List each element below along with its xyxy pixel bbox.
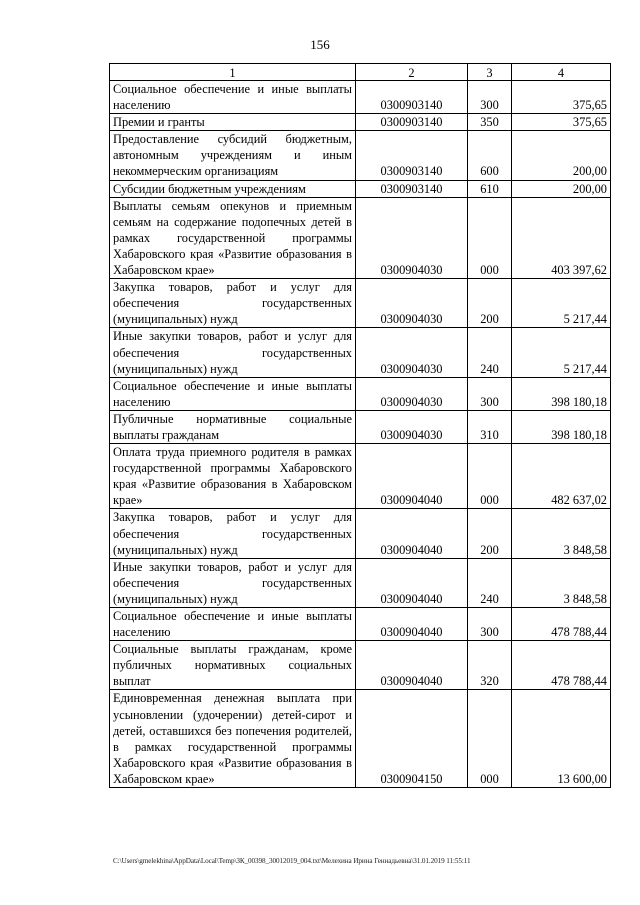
- row-amount: 200,00: [512, 180, 611, 197]
- table-row: [110, 410, 611, 443]
- row-name: Социальные выплаты гражданам, кроме публичных нормативных социальных выплат: [110, 641, 356, 690]
- table-row: [110, 641, 611, 690]
- row-code: 0300904030: [356, 377, 468, 410]
- column-header-4: 4: [512, 64, 611, 81]
- row-name: Социальное обеспечение и иные выплаты населению: [110, 81, 356, 114]
- row-amount: 398 180,18: [512, 377, 611, 410]
- row-name: Закупка товаров, работ и услуг для обеспечения государственных (муниципальных) нужд: [110, 509, 356, 558]
- row-name: Социальное обеспечение и иные выплаты населению: [110, 608, 356, 641]
- table-row: [110, 377, 611, 410]
- row-name: Иные закупки товаров, работ и услуг для обеспечения государственных (муниципальных) нужд: [110, 328, 356, 377]
- table-row: [110, 279, 611, 328]
- row-name: Премии и гранты: [110, 114, 356, 131]
- row-code: 0300903140: [356, 131, 468, 180]
- row-code: 0300903140: [356, 180, 468, 197]
- table-row: [110, 131, 611, 180]
- row-type: 240: [468, 328, 512, 377]
- row-amount: 375,65: [512, 114, 611, 131]
- row-name: Социальное обеспечение и иные выплаты населению: [110, 377, 356, 410]
- row-code: 0300903140: [356, 114, 468, 131]
- row-type: 200: [468, 279, 512, 328]
- row-amount: 5 217,44: [512, 279, 611, 328]
- table-row: [110, 608, 611, 641]
- page-number: 156: [310, 37, 330, 52]
- row-code: 0300904040: [356, 509, 468, 558]
- row-type: 300: [468, 608, 512, 641]
- row-amount: 3 848,58: [512, 558, 611, 607]
- row-type: 600: [468, 131, 512, 180]
- table-row: [110, 328, 611, 377]
- row-amount: 478 788,44: [512, 641, 611, 690]
- row-amount: 375,65: [512, 81, 611, 114]
- row-name: Выплаты семьям опекунов и приемным семьям на содержание подопечных детей в рамках государственной программы Хабаровского края «Развитие образования в Хабаровском крае»: [110, 197, 356, 278]
- row-code: 0300903140: [356, 81, 468, 114]
- row-amount: 13 600,00: [512, 690, 611, 788]
- row-type: 310: [468, 410, 512, 443]
- row-type: 000: [468, 690, 512, 788]
- table-header-row: [110, 64, 611, 81]
- row-amount: 478 788,44: [512, 608, 611, 641]
- row-code: 0300904030: [356, 279, 468, 328]
- row-code: 0300904030: [356, 328, 468, 377]
- row-name: Предоставление субсидий бюджетным, автономным учреждениям и иным некоммерческим организациям: [110, 131, 356, 180]
- row-name: Публичные нормативные социальные выплаты гражданам: [110, 410, 356, 443]
- row-name: Субсидии бюджетным учреждениям: [110, 180, 356, 197]
- row-amount: 200,00: [512, 131, 611, 180]
- row-name: Оплата труда приемного родителя в рамках государственной программы Хабаровского края «Развитие образования в Хабаровском крае»: [110, 444, 356, 509]
- row-amount: 3 848,58: [512, 509, 611, 558]
- row-type: 200: [468, 509, 512, 558]
- row-amount: 403 397,62: [512, 197, 611, 278]
- table-row: [110, 558, 611, 607]
- file-path-footer: C:\Users\gmelekhina\AppData\Local\Temp\ЗК_00398_30012019_004.txt\Мелехина Ирина Геннадьевна\31.01.2019 11:55:11: [113, 857, 471, 865]
- table-row: [110, 114, 611, 131]
- row-amount: 398 180,18: [512, 410, 611, 443]
- row-amount: 5 217,44: [512, 328, 611, 377]
- row-name: Иные закупки товаров, работ и услуг для обеспечения государственных (муниципальных) нужд: [110, 558, 356, 607]
- column-header-1: 1: [110, 64, 356, 81]
- table-row: [110, 81, 611, 114]
- row-type: 320: [468, 641, 512, 690]
- row-name: Единовременная денежная выплата при усыновлении (удочерении) детей-сирот и детей, оставшихся без попечения родителей, в рамках государственной программы Хабаровского края «Развитие образования в Хабаровском крае»: [110, 690, 356, 788]
- row-code: 0300904150: [356, 690, 468, 788]
- row-type: 350: [468, 114, 512, 131]
- column-header-2: 2: [356, 64, 468, 81]
- budget-table: [109, 63, 611, 788]
- row-code: 0300904030: [356, 410, 468, 443]
- row-type: 000: [468, 444, 512, 509]
- row-code: 0300904030: [356, 197, 468, 278]
- row-type: 300: [468, 377, 512, 410]
- row-type: 300: [468, 81, 512, 114]
- row-type: 610: [468, 180, 512, 197]
- table-row: [110, 197, 611, 278]
- column-header-3: 3: [468, 64, 512, 81]
- table-row: [110, 444, 611, 509]
- row-code: 0300904040: [356, 444, 468, 509]
- row-code: 0300904040: [356, 608, 468, 641]
- table-row: [110, 690, 611, 788]
- table-row: [110, 180, 611, 197]
- row-code: 0300904040: [356, 641, 468, 690]
- table-row: [110, 509, 611, 558]
- row-amount: 482 637,02: [512, 444, 611, 509]
- row-type: 000: [468, 197, 512, 278]
- row-code: 0300904040: [356, 558, 468, 607]
- row-type: 240: [468, 558, 512, 607]
- row-name: Закупка товаров, работ и услуг для обеспечения государственных (муниципальных) нужд: [110, 279, 356, 328]
